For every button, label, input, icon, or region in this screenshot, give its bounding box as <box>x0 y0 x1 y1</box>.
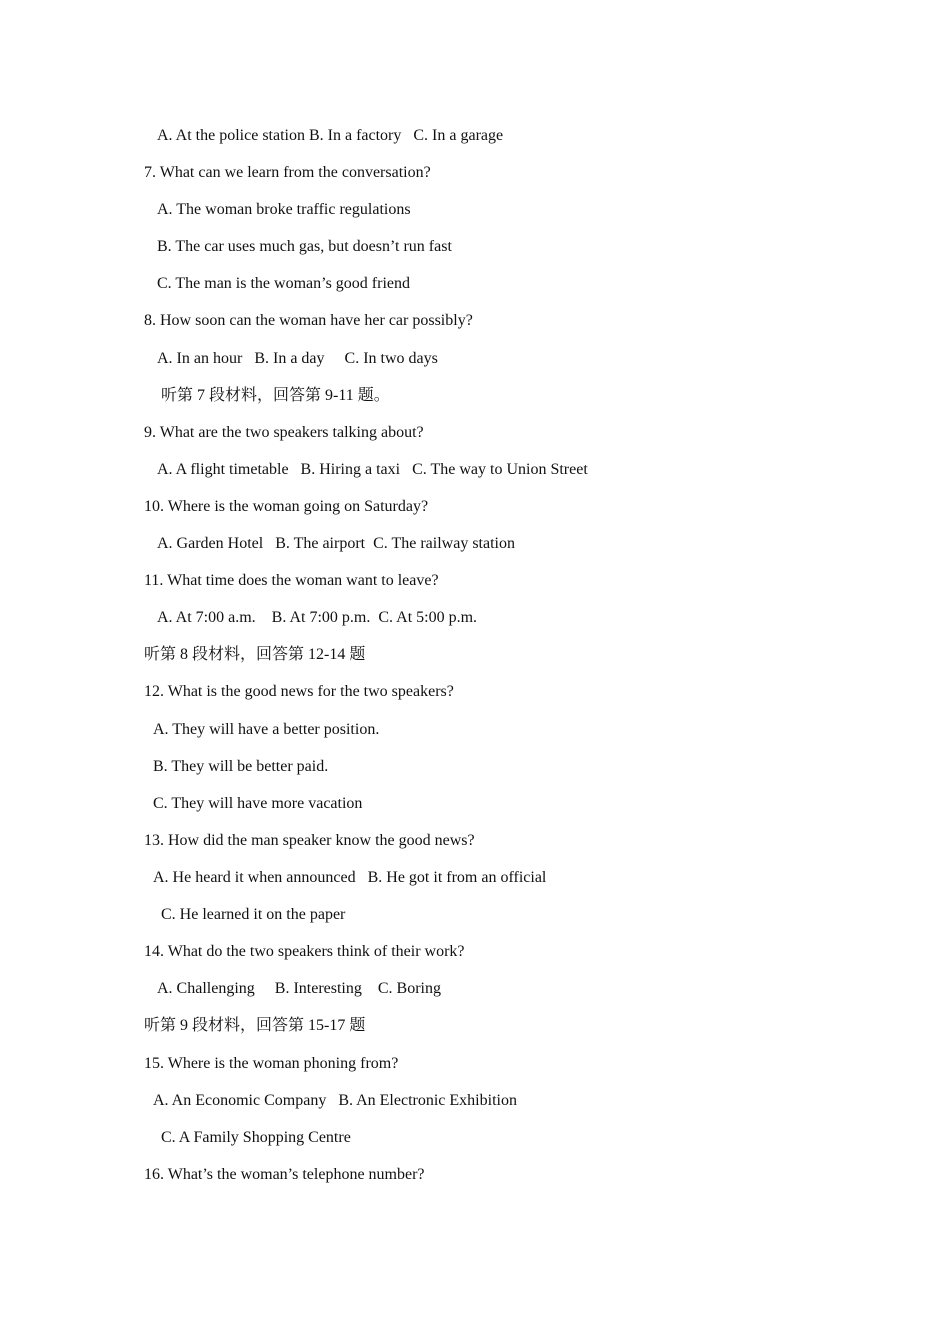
question-8-options: A. In an hour B. In a day C. In two days <box>157 350 438 367</box>
question-14-options: A. Challenging B. Interesting C. Boring <box>157 980 441 997</box>
question-12-option-a: A. They will have a better position. <box>153 721 380 738</box>
question-12-option-b: B. They will be better paid. <box>153 758 329 775</box>
question-10: 10. Where is the woman going on Saturday? <box>144 498 429 515</box>
question-12-option-c: C. They will have more vacation <box>153 795 363 812</box>
question-7-option-b: B. The car uses much gas, but doesn’t run fast <box>157 238 452 255</box>
question-15: 15. Where is the woman phoning from? <box>144 1055 399 1072</box>
question-13-option-c: C. He learned it on the paper <box>161 906 346 923</box>
question-12: 12. What is the good news for the two speakers? <box>144 683 454 700</box>
question-6-options: A. At the police station B. In a factory C. In a garage <box>157 127 504 144</box>
question-13: 13. How did the man speaker know the good news? <box>144 832 475 849</box>
question-14: 14. What do the two speakers think of their work? <box>144 943 465 960</box>
section-7-heading: 听第 7 段材料，回答第 9-11 题。 <box>161 387 390 404</box>
section-9-heading: 听第 9 段材料，回答第 15-17 题 <box>144 1017 366 1034</box>
question-7: 7. What can we learn from the conversation? <box>144 164 431 181</box>
question-11: 11. What time does the woman want to leave? <box>144 572 439 589</box>
question-11-options: A. At 7:00 a.m. B. At 7:00 p.m. C. At 5:00 p.m. <box>157 609 478 626</box>
question-7-option-c: C. The man is the woman’s good friend <box>157 275 410 292</box>
question-9: 9. What are the two speakers talking about? <box>144 424 424 441</box>
question-13-options-ab: A. He heard it when announced B. He got it from an official <box>153 869 547 886</box>
question-8: 8. How soon can the woman have her car possibly? <box>144 312 473 329</box>
question-16: 16. What’s the woman’s telephone number? <box>144 1166 425 1183</box>
question-7-option-a: A. The woman broke traffic regulations <box>157 201 411 218</box>
question-10-options: A. Garden Hotel B. The airport C. The railway station <box>157 535 515 552</box>
question-9-options: A. A flight timetable B. Hiring a taxi C. The way to Union Street <box>157 461 588 478</box>
question-15-options-ab: A. An Economic Company B. An Electronic Exhibition <box>153 1092 517 1109</box>
section-8-heading: 听第 8 段材料，回答第 12-14 题 <box>144 646 366 663</box>
question-15-option-c: C. A Family Shopping Centre <box>161 1129 351 1146</box>
